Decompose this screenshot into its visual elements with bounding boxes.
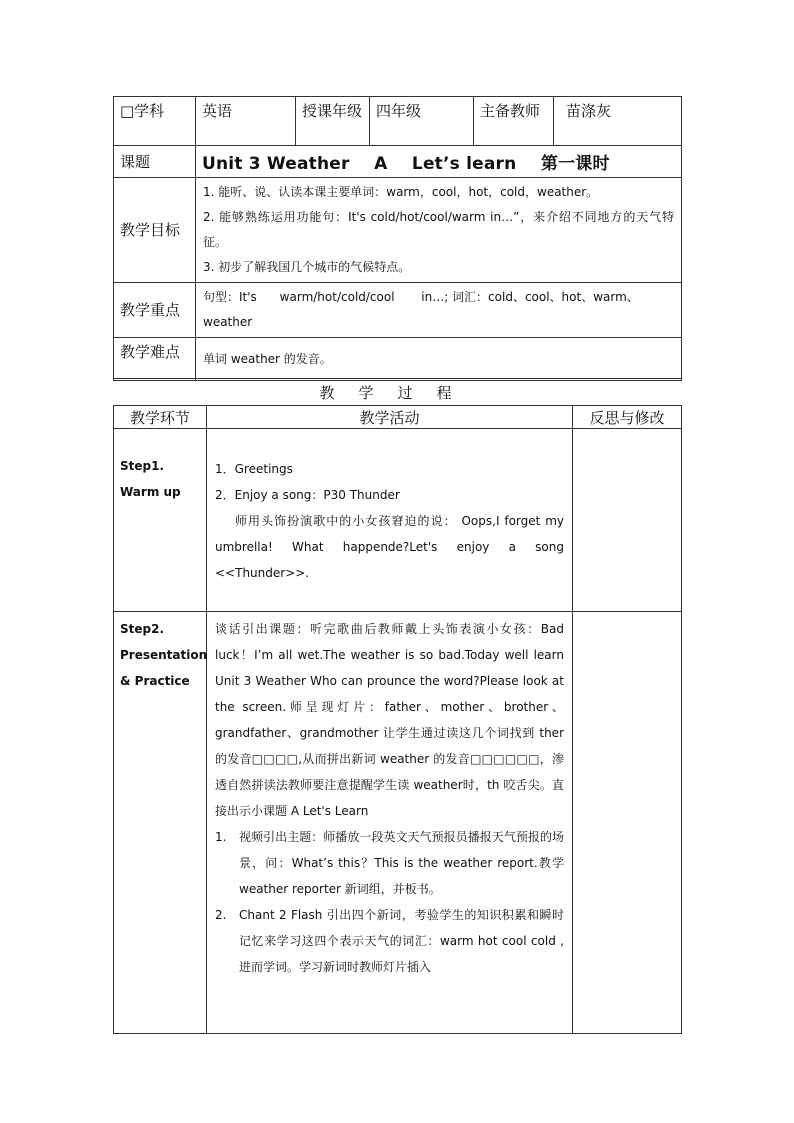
key-points-label: 教学重点 (114, 283, 196, 338)
topic-label: 课题 (114, 146, 196, 178)
goal-item: 3. 初步了解我国几个城市的气候特点。 (203, 260, 411, 274)
col-header-link: 教学环节 (114, 406, 207, 429)
step2-label (114, 612, 207, 1034)
grade-value: 四年级 (370, 97, 474, 146)
teaching-process-table (113, 378, 682, 1034)
step1-line: 1．Greetings (215, 462, 293, 476)
process-title: 教学过程 (114, 379, 682, 406)
goals-list (196, 178, 682, 283)
step2-reflect (573, 612, 682, 1034)
goal-item: 1. 能听、说、认读本课主要单词：warm，cool，hot，cold，weather。 (203, 185, 599, 199)
teacher-value: 苗涤灰 (554, 97, 682, 146)
grade-label: 授课年级 (296, 97, 370, 146)
step2-label-line1: Step2. (120, 622, 165, 636)
list-number: 1. (215, 830, 227, 844)
subject-value: 英语 (196, 97, 296, 146)
step1-line: 2．Enjoy a song：P30 Thunder (215, 488, 400, 502)
step2-label-line3: & Practice (120, 674, 190, 688)
subject-label: □学科 (114, 97, 196, 146)
step2-list-item (215, 824, 564, 902)
key-points-value: 句型：It's warm/hot/cold/cool in…; 词汇：cold、cool、hot、warm、weather (196, 283, 682, 338)
topic-value: Unit 3 Weather A Let’s learn 第一课时 (196, 146, 682, 178)
col-header-reflect: 反思与修改 (573, 406, 682, 429)
step1-label-line1: Step1. (120, 459, 165, 473)
col-header-activity: 教学活动 (207, 406, 573, 429)
step1-activity (207, 429, 573, 612)
step2-label-line2: Presentation (120, 648, 208, 662)
difficult-points-label: 教学难点 (114, 338, 196, 381)
step2-activity (207, 612, 573, 1034)
teacher-label: 主备教师 (474, 97, 554, 146)
step2-intro: 谈话引出课题：听完歌曲后教师戴上头饰表演小女孩：Bad luck！I’m all wet.The weather is so bad.Today well learn Unit 3 Weather Who can prounce the word?Please look at the screen.师呈现灯片：father、mother、brother、grandfather、grandmother 让学生通过读这几个词找到 ther 的发音□□□□,从而拼出新词 weather 的发音□□□□□□，渗透自然拼读法教师要注意提醒学生读 weather时，th 咬舌尖。直接出示小课题 A Let's Learn (215, 622, 564, 818)
step1-label (114, 429, 207, 612)
step1-label-line2: Warm up (120, 485, 181, 499)
step2-list-item (215, 902, 564, 980)
goal-item: 2. 能够熟练运用功能句：It's cold/hot/cool/warm in…”，来介绍不同地方的天气特征。 (203, 210, 674, 249)
lesson-info-table (113, 96, 682, 381)
difficult-points-value: 单词 weather 的发音。 (196, 338, 682, 381)
list-text: Chant 2 Flash 引出四个新词，考验学生的知识积累和瞬时记忆来学习这四个表示天气的词汇：warm hot cool cold ,进而学词。学习新词时教师灯片插入 (239, 908, 564, 974)
step1-reflect (573, 429, 682, 612)
list-text: 视频引出主题：师播放一段英文天气预报员播报天气预报的场景，问：What’s this？This is the weather report.教学 weather reporter 新词组，并板书。 (239, 830, 564, 896)
list-number: 2. (215, 908, 227, 922)
step1-line: 师用头饰扮演歌中的小女孩窘迫的说： Oops,I forget my umbrella! What happende?Let's enjoy a song <<Thunder>>. (215, 514, 564, 580)
goals-label: 教学目标 (114, 178, 196, 283)
